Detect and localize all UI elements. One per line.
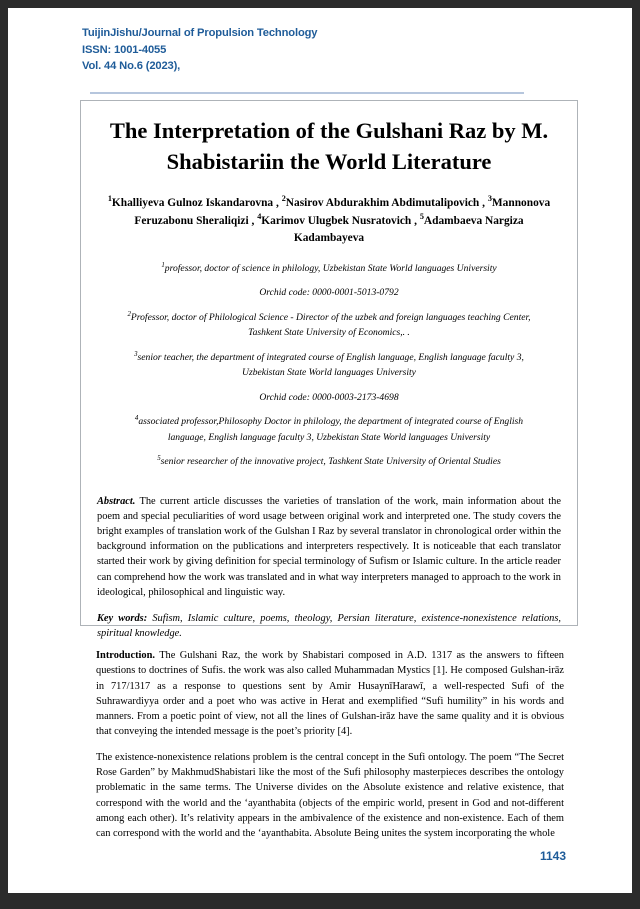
author-list xyxy=(81,177,577,248)
affiliation-item xyxy=(115,261,543,277)
abstract-section xyxy=(81,479,577,642)
author-name-5: Adambaeva Nargiza Kadambayeva xyxy=(293,214,524,244)
article-header-box xyxy=(80,100,578,640)
affiliation-item xyxy=(115,285,543,301)
affiliation-text: Orchid code: 0000-0003-2173-4698 xyxy=(259,391,399,403)
author-name-2: Nasirov Abdurakhim Abdimutalipovich , xyxy=(285,197,485,209)
author-sup-3: 3 xyxy=(487,194,492,204)
affiliation-sup: 4 xyxy=(134,414,139,422)
affiliation-text: Orchid code: 0000-0001-5013-0792 xyxy=(259,287,399,298)
keywords-label: Key words: xyxy=(97,612,148,624)
body-paragraph-2 xyxy=(96,750,564,842)
keywords-paragraph xyxy=(97,611,561,641)
affiliation-item xyxy=(115,350,543,381)
abstract-label: Abstract. xyxy=(97,495,136,507)
page-title: The Interpretation of the Gulshani Raz by M. Shabistariin the World Literature xyxy=(109,118,549,174)
affiliation-text: senior teacher, the department of integrated course of English language, English language faculty 3, Uzbekistan State World languages University xyxy=(137,351,524,378)
journal-name: TuijinJishu/Journal of Propulsion Technology xyxy=(82,27,318,39)
affiliation-sup: 5 xyxy=(157,454,161,462)
page-number: 1143 xyxy=(539,849,566,863)
keywords-text: Sufism, Islamic culture, poems, theology, Persian literature, existence-nonexistence relations, spiritual knowledge. xyxy=(97,612,562,640)
author-name-4: Karimov Ulugbek Nusratovich , xyxy=(261,214,417,227)
affiliation-item xyxy=(115,390,543,406)
affiliation-text: professor, doctor of science in philology, Uzbekistan State World languages University xyxy=(164,262,497,274)
author-sup-5: 5 xyxy=(419,211,424,221)
author-sup-2: 2 xyxy=(281,194,286,204)
affiliation-text: Professor, doctor of Philological Science - Director of the uzbek and foreign languages teaching Center, Tashkent State University of Economics,. . xyxy=(130,311,531,338)
journal-header xyxy=(82,25,552,75)
journal-issn: ISSN: 1001-4055 xyxy=(82,43,167,56)
affiliation-item xyxy=(115,454,543,470)
body-paragraph-2-text: The existence-nonexistence relations problem is the central concept in the Sufi ontology. The poem “The Secret Rose Garden” by MakhmudShabistari like the most of the Sufi philosophy masterpieces describes the ontology problematic in the same terms. The Universe divides on the Absolute existence and relative existence, that correspond with the world and the ‘ayanthabita (objects of the empiric world, present in God and not-different among each other). It’s relativity appears in the ambivalence of the existence and non-existence. Each of them can correspond with the world and the ‘ayanthabita. Absolute Being unites the system incorporating the whole xyxy=(96,751,564,840)
affiliation-item xyxy=(115,310,543,341)
body-paragraph-1 xyxy=(96,648,564,740)
affiliation-item xyxy=(115,414,543,445)
affiliation-text: associated professor,Philosophy Doctor in philology, the department of integrated course of English language, English language faculty 3, Uzbekistan State World languages University xyxy=(138,416,524,443)
author-sup-4: 4 xyxy=(257,211,262,221)
author-name-3: Mannonova Feruzabonu Sheraliqizi , xyxy=(134,197,551,227)
journal-volume: Vol. 44 No.6 (2023), xyxy=(82,60,181,72)
affiliation-sup: 3 xyxy=(134,350,138,358)
abstract-text: The current article discusses the varieties of translation of the work, main information about the poem and special peculiarities of word usage between original work and interpreted one. The study covers the bright examples of translation work of the Gulshan I Raz by several translator in chronological order within the background information on the publications and interpreters respectively. It is noticeable that each translator started their work by giving definition for special terminology of Sufism or Islamic culture. In the article reader can comprehend how the work was translated and in what way interpreters managed to approach to the work in ideological, philosophical and linguistic way. xyxy=(97,495,561,598)
abstract-paragraph xyxy=(97,494,561,600)
affiliation-sup: 1 xyxy=(161,261,165,269)
author-name-1: Khalliyeva Gulnoz Iskandarovna , xyxy=(111,197,279,209)
introduction-label: Introduction. xyxy=(96,650,155,661)
body-paragraph-1-text: The Gulshani Raz, the work by Shabistari composed in A.D. 1317 as the answers to fifteen questions to doctrines of Sufis. the work was also called Muhammadan Mystics [1]. He composed Gulshan-irāz in 717/1317 as a response to questions sent by Amir HusaynīHarawī, a well-respected Sufi of the Suhrawardiyya order and a poet who was active in Herat and exemplified “Sufi humility” in his words and manners. From a poetic point of view, not all the lines of Gulshan-irāz have the same quality and it is obvious that conveying the intended message is the poet’s priority [4]. xyxy=(96,650,564,738)
article-body xyxy=(96,648,564,852)
affiliation-list xyxy=(81,248,577,470)
header-divider xyxy=(90,92,524,94)
affiliation-sup: 2 xyxy=(127,310,131,318)
document-page xyxy=(8,8,632,893)
affiliation-text: senior researcher of the innovative project, Tashkent State University of Oriental Studies xyxy=(160,456,501,467)
author-sup-1: 1 xyxy=(107,194,112,204)
